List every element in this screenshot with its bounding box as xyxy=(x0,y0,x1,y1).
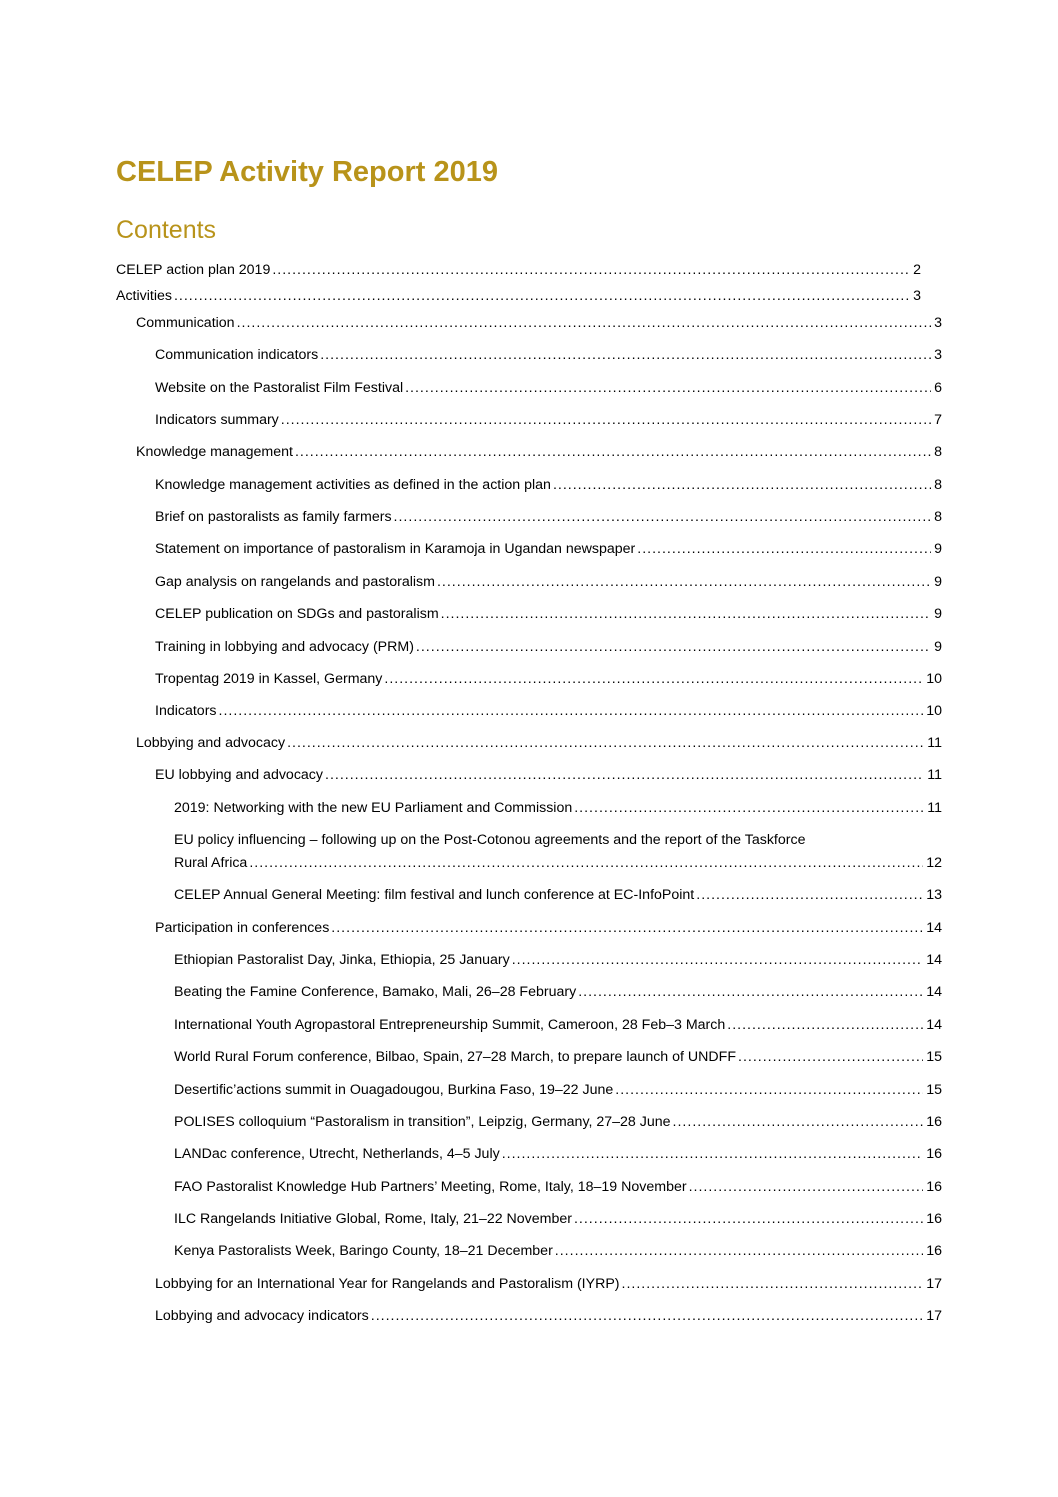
toc-page-number: 15 xyxy=(926,1082,942,1098)
toc-entry-text-line1: EU policy influencing – following up on the Post-Cotonou agreements and the report of the Taskforce xyxy=(174,832,806,848)
toc-entry-tropentag[interactable] xyxy=(155,668,942,691)
toc-leader xyxy=(371,1305,923,1328)
toc-entry-text: EU lobbying and advocacy xyxy=(155,767,323,783)
toc-page-number: 10 xyxy=(926,671,942,687)
toc-entry-text: Statement on importance of pastoralism in Karamoja in Ugandan newspaper xyxy=(155,541,636,557)
toc-entry-text: Participation in conferences xyxy=(155,920,330,936)
toc-page-number: 12 xyxy=(926,855,942,871)
toc-entry-sdgs-publication[interactable] xyxy=(155,603,942,626)
toc-leader xyxy=(441,603,931,626)
toc-page-number: 14 xyxy=(926,952,942,968)
toc-page-number: 11 xyxy=(927,767,942,783)
toc-page-number: 11 xyxy=(927,800,942,816)
toc-page-number: 17 xyxy=(926,1276,942,1292)
toc-entry-text: Communication xyxy=(136,315,235,331)
toc-entry-agm[interactable] xyxy=(174,884,942,907)
document-title: CELEP Activity Report 2019 xyxy=(116,156,498,188)
toc-entry-text: CELEP publication on SDGs and pastoralism xyxy=(155,606,439,622)
toc-leader xyxy=(437,571,931,594)
toc-page-number: 16 xyxy=(926,1179,942,1195)
toc-leader xyxy=(416,636,931,659)
toc-leader xyxy=(174,285,910,308)
toc-entry-text: Kenya Pastoralists Week, Baringo County, 18–21 December xyxy=(174,1243,553,1259)
toc-entry-text: CELEP Annual General Meeting: film festival and lunch conference at EC-InfoPoint xyxy=(174,887,695,903)
toc-page-number: 9 xyxy=(934,639,942,655)
toc-page-number: 9 xyxy=(934,574,942,590)
toc-leader xyxy=(272,259,910,282)
toc-entry-text: FAO Pastoralist Knowledge Hub Partners’ Meeting, Rome, Italy, 18–19 November xyxy=(174,1179,687,1195)
toc-entry-text: Activities xyxy=(116,288,172,304)
toc-page-number: 16 xyxy=(926,1243,942,1259)
toc-page-number: 10 xyxy=(926,703,942,719)
toc-entry-knowledge-management[interactable] xyxy=(136,441,942,464)
toc-page-number: 8 xyxy=(934,444,942,460)
toc-leader xyxy=(320,344,931,367)
toc-page-number: 17 xyxy=(926,1308,942,1324)
toc-entry-participation-conferences[interactable] xyxy=(155,917,942,940)
toc-leader xyxy=(384,668,923,691)
toc-entry-text: Website on the Pastoralist Film Festival xyxy=(155,380,404,396)
toc-leader xyxy=(637,538,931,561)
toc-page-number: 14 xyxy=(926,984,942,1000)
toc-page-number: 8 xyxy=(934,477,942,493)
toc-entry-text: LANDac conference, Utrecht, Netherlands, 4–5 July xyxy=(174,1146,500,1162)
toc-entry-kenya-pastoralists-week[interactable] xyxy=(174,1240,942,1263)
toc-entry-iyrp[interactable] xyxy=(155,1273,942,1296)
toc-entry-text: 2019: Networking with the new EU Parliament and Commission xyxy=(174,800,573,816)
toc-entry-text: Lobbying and advocacy xyxy=(136,735,286,751)
toc-page-number: 14 xyxy=(926,920,942,936)
toc-entry-text: Indicators summary xyxy=(155,412,279,428)
toc-entry-gap-analysis[interactable] xyxy=(155,571,942,594)
toc-entry-ethiopian-pastoralist-day[interactable] xyxy=(174,949,942,972)
toc-leader xyxy=(502,1143,924,1166)
toc-entry-text: Ethiopian Pastoralist Day, Jinka, Ethiopia, 25 January xyxy=(174,952,510,968)
toc-leader xyxy=(249,852,923,875)
toc-leader xyxy=(325,764,924,787)
toc-entry-desertifactions[interactable] xyxy=(174,1079,942,1102)
toc-leader xyxy=(281,409,931,432)
toc-page-number: 16 xyxy=(926,1146,942,1162)
toc-leader xyxy=(727,1014,923,1037)
toc-entry-text: Indicators xyxy=(155,703,217,719)
toc-entry-brief-family-farmers[interactable] xyxy=(155,506,942,529)
toc-leader xyxy=(237,312,932,335)
toc-leader xyxy=(615,1079,923,1102)
toc-entry-networking-eu[interactable] xyxy=(174,797,942,820)
toc-entry-text: World Rural Forum conference, Bilbao, Spain, 27–28 March, to prepare launch of UNDFF xyxy=(174,1049,736,1065)
toc-entry-activities[interactable] xyxy=(116,285,921,308)
toc-entry-text: Brief on pastoralists as family farmers xyxy=(155,509,392,525)
toc-page-number: 9 xyxy=(934,606,942,622)
toc-entry-polises[interactable] xyxy=(174,1111,942,1134)
toc-leader xyxy=(287,732,924,755)
toc-entry-text: Tropentag 2019 in Kassel, Germany xyxy=(155,671,383,687)
toc-entry-text: International Youth Agropastoral Entrepreneurship Summit, Cameroon, 28 Feb–3 March xyxy=(174,1017,726,1033)
toc-entry-fao-hub[interactable] xyxy=(174,1176,942,1199)
toc-entry-communication[interactable] xyxy=(136,312,942,335)
toc-entry-text: Lobbying and advocacy indicators xyxy=(155,1308,369,1324)
toc-entry-text: CELEP action plan 2019 xyxy=(116,262,271,278)
toc-entry-text: Gap analysis on rangelands and pastoralism xyxy=(155,574,435,590)
toc-entry-eu-lobbying[interactable] xyxy=(155,764,942,787)
toc-entry-youth-summit[interactable] xyxy=(174,1014,942,1037)
toc-entry-indicators-summary[interactable] xyxy=(155,409,942,432)
toc-entry-ilc-rangelands[interactable] xyxy=(174,1208,942,1231)
toc-entry-text: POLISES colloquium “Pastoralism in transition”, Leipzig, Germany, 27–28 June xyxy=(174,1114,671,1130)
contents-heading: Contents xyxy=(116,216,217,244)
toc-entry-training-lobbying[interactable] xyxy=(155,636,942,659)
toc-entry-communication-indicators[interactable] xyxy=(155,344,942,367)
toc-page-number: 16 xyxy=(926,1211,942,1227)
toc-entry-beating-famine[interactable] xyxy=(174,981,942,1004)
toc-entry-statement-karamoja[interactable] xyxy=(155,538,942,561)
toc-entry-text: Beating the Famine Conference, Bamako, Mali, 26–28 February xyxy=(174,984,577,1000)
toc-leader xyxy=(295,441,931,464)
toc-page-number: 8 xyxy=(934,509,942,525)
toc-page-number: 16 xyxy=(926,1114,942,1130)
toc-leader xyxy=(689,1176,924,1199)
toc-leader xyxy=(696,884,923,907)
toc-leader xyxy=(331,917,923,940)
toc-entry-km-activities[interactable] xyxy=(155,474,942,497)
toc-leader xyxy=(405,377,931,400)
toc-entry-text: Lobbying for an International Year for Rangelands and Pastoralism (IYRP) xyxy=(155,1276,620,1292)
toc-entry-action-plan[interactable] xyxy=(116,259,921,282)
toc-page-number: 2 xyxy=(913,262,921,278)
toc-leader xyxy=(574,797,924,820)
toc-entry-website-film-festival[interactable] xyxy=(155,377,942,400)
toc-leader xyxy=(394,506,932,529)
toc-leader xyxy=(512,949,924,972)
toc-page-number: 7 xyxy=(934,412,942,428)
toc-page-number: 3 xyxy=(913,288,921,304)
toc-entry-lobbying-indicators[interactable] xyxy=(155,1305,942,1328)
toc-leader xyxy=(553,474,931,497)
toc-entry-world-rural-forum[interactable] xyxy=(174,1046,942,1069)
toc-entry-text: Communication indicators xyxy=(155,347,319,363)
toc-entry-text-line2: Rural Africa xyxy=(174,855,248,871)
toc-entry-text: Knowledge management xyxy=(136,444,293,460)
toc-page-number: 13 xyxy=(926,887,942,903)
toc-page-number: 6 xyxy=(934,380,942,396)
toc-page-number: 15 xyxy=(926,1049,942,1065)
toc-entry-text: ILC Rangelands Initiative Global, Rome, Italy, 21–22 November xyxy=(174,1211,572,1227)
toc-entry-text: Training in lobbying and advocacy (PRM) xyxy=(155,639,414,655)
toc-leader xyxy=(578,981,923,1004)
toc-leader xyxy=(622,1273,924,1296)
toc-entry-text: Knowledge management activities as defined in the action plan xyxy=(155,477,551,493)
toc-page-number: 9 xyxy=(934,541,942,557)
toc-page-number: 14 xyxy=(926,1017,942,1033)
toc-leader xyxy=(673,1111,924,1134)
toc-leader xyxy=(574,1208,923,1231)
toc-entry-text: Desertific’actions summit in Ouagadougou, Burkina Faso, 19–22 June xyxy=(174,1082,614,1098)
toc-leader xyxy=(219,700,924,723)
toc-leader xyxy=(555,1240,923,1263)
toc-entry-eu-policy-influencing[interactable] xyxy=(174,829,942,875)
toc-leader xyxy=(738,1046,923,1069)
toc-page-number: 3 xyxy=(934,315,942,331)
toc-page-number: 3 xyxy=(934,347,942,363)
toc-entry-lobbying-advocacy[interactable] xyxy=(136,732,942,755)
toc-page-number: 11 xyxy=(927,735,942,751)
toc-entry-indicators[interactable] xyxy=(155,700,942,723)
toc-entry-landac[interactable] xyxy=(174,1143,942,1166)
